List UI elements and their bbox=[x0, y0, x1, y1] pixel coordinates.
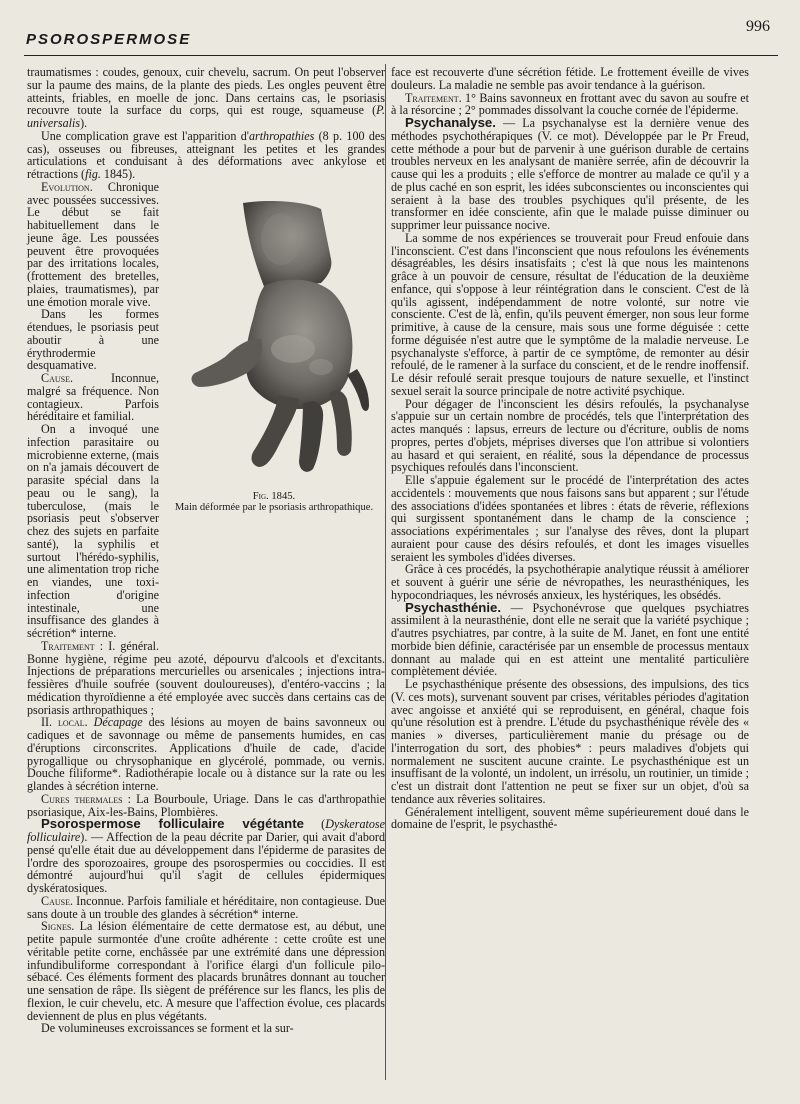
left-column bbox=[27, 66, 385, 1035]
paragraph: Généralement intelligent, souvent même supérieurement doué dans le domaine de l'esprit, le psychasthé- bbox=[391, 804, 749, 832]
paragraph: Grâce à ces procédés, la psychothérapie analytique réussit à améliorer et souvent à guérir une série de névropathes, les neurasthéniques, les hypocondriaques, les névrosés anxieux, les hystériques, les obsédés. bbox=[391, 562, 749, 602]
paragraph: Evolution. Chronique avec poussées successives. Le début se fait habituellement dans le jeune âge. Les poussées peuvent être provoquées par des irritations locales, (frottement des bretelles, plaies, traumatismes), par une émotion morale vive. bbox=[27, 179, 159, 309]
paragraph: Traitement. 1° Bains savonneux en frottant avec du savon au soufre et à la résorcine ; 2° pommades dissolvant la couche cornée de l'épiderme. bbox=[391, 90, 749, 118]
entry-headword: Psychanalyse. bbox=[405, 115, 496, 130]
paragraph: Pour dégager de l'inconscient les désirs refoulés, la psychanalyse s'appuie sur un certain nombre de procédés, tels que l'interprétation des actes manqués : lapsus, erreurs de lecture ou d'écriture, oublis de noms propres, pertes d'objets, méprises diverses que l'on attribue si volontiers au hasard et qui seraient, en réalité, sous la dépendance de processus psychiques refoulés dans l'inconscient. bbox=[391, 396, 749, 475]
right-column bbox=[391, 66, 749, 831]
paragraph: Dans les formes étendues, le psoriasis peut aboutir à une érythrodermie desquamative. bbox=[27, 307, 159, 373]
page-number: 996 bbox=[746, 18, 770, 35]
paragraph: Signes. La lésion élémentaire de cette dermatose est, au début, une petite papule surmontée d'une croûte adhérente : cette croûte est une véritable petite corne, enchâssée par une extrémité dans une dépression infundibuliforme correspondant à l'orifice élargi d'un follicule pilo-sébacé. Ces éléments forment des placards brunâtres donnant au toucher une sensation de râpe. Ils siègent de préférence sur les flancs, les plis de flexion, le cuir chevelu, etc. A mesure que l'affection évolue, ces placards deviennent de plus en plus végétants. bbox=[27, 919, 385, 1023]
figure-1845 bbox=[163, 199, 385, 639]
figure-label: Fig. 1845. bbox=[252, 490, 296, 502]
dictionary-entry: Psychanalyse. — La psychanalyse est la dernière venue des méthodes psychothérapiques (V. ce mot). Développée par le Pr Freud, cette méthode a pour but de parvenir à une guérison durable de certains troubles nerveux en les analysant de manière serrée, afin de découvrir la cause qui les a produits ; elle s'efforce de montrer au malade ce qu'il y a de plus caché en son esprit, les idées subconscientes ou inconscientes qui seraient à la base des troubles psychiques qu'il présente, de les transformer en idée consciente, afin que le malade puisse diminuer ou supprimer leur puissance nocive. bbox=[391, 115, 749, 232]
paragraph: II. local. Décapage des lésions au moyen de bains savonneux ou cadiques et de savonnage ou même de pansements humides, en cas d'éruptions circonscrites. Applications d'huile de cade, d'acide pyrogallique ou chrysophanique en glycérolé, pommade, ou vernis. Douche filiforme*. Radiothérapie locale ou à distance sur la rate ou les glandes à sécrétion interne. bbox=[27, 715, 385, 793]
column-divider bbox=[385, 64, 386, 1080]
dictionary-entry: Psorospermose folliculaire végétante (Dyskeratose folliculaire). — Affection de la peau décrite par Darier, qui avait d'abord pensé qu'elle était due au développement dans l'épiderme de parasites de l'ordre des sporozoaires, groupe des psorospermies ou coccidies. Il est démontré aujourd'hui qu'il s'agit de cellules épidermiques dyskératosiques. bbox=[27, 816, 385, 895]
entry-headword: Psorospermose folliculaire végétante bbox=[41, 816, 304, 832]
paragraph: De volumineuses excroissances se forment et la sur- bbox=[41, 1021, 294, 1036]
paragraph: On a invoqué une infection parasitaire ou microbienne externe, (mais on n'a jamais découvert de parasite spécial dans la peau ou le sang), la tuberculose, (mais le psoriasis peut s'observer chez des sujets en parfaite santé), la syphilis et surtout l'hérédo-syphilis, une alimentation trop riche en viandes, une toxi-infection d'origine intestinale, une insuffisance des glandes à sécrétion* interne. bbox=[27, 422, 159, 640]
paragraph: Cures thermales : La Bourboule, Uriage. Dans le cas d'arthropathie psoriasique, Aix-les-Bains, Plombières. bbox=[27, 791, 385, 819]
dictionary-entry: Psychasthénie. — Psychonévrose que quelques psychiatres assimilent à la neurasthénie, dont elle ne serait que la variété psychique ; d'autres psychiatres, par contre, à la suite de M. Janet, en font une entité morbide bien définie, caractérisée par un ensemble de processus mentaux donnant au malade qui en est atteint une mentalité particulière complètement déviée. bbox=[391, 599, 749, 679]
figure-caption bbox=[163, 491, 385, 514]
hand-photograph-icon bbox=[181, 199, 371, 483]
paragraph: Elle s'appuie également sur le procédé de l'interprétation des actes accidentels : mouvements que nous faisons sans but apparent ; sur l'étude des associations d'idées spontanées et libres : états de rêverie, réflexions qui surgissent spontanément dans le champ de la conscience ; associations expérimentales ; sur l'analyse des rêves, dont la plupart auraient pour cause des désirs refoulés, et dont les images visuelles seraient les symboles d'idées diverses. bbox=[391, 473, 749, 564]
paragraph: traumatismes : coudes, genoux, cuir chevelu, sacrum. On peut l'observer sur la paume des mains, de la plante des pieds. Les ongles peuvent être atteints, friables, en moelle de jonc. Dans certains cas, le psoriasis recouvre toute la surface du corps, qui est rouge, squameuse (P. universalis). bbox=[27, 65, 385, 130]
paragraph: Le psychasthénique présente des obsessions, des impulsions, des tics (V. ces mots), survenant souvent par crises, véritables périodes d'agitation avec angoisse et anxiété qui se reproduisent, en général, chaque fois qu'une résolution est à prendre. L'étude du psychasthénique révèle des « manies » diverses, particulièrement manie du présage ou de l'interrogation du sort, des phobies* : peurs maladives d'objets qui normalement ne suscitent aucune crainte. Le psychasthénique est un insuffisant de la volonté, un indolent, un irrésolu, un routinier, un timide ; c'est un distrait dont l'attention ne peut se fixer sur un objet, d'où sa tendance aux rêveries solitaires. bbox=[391, 677, 749, 806]
paragraph: La somme de nos expériences se trouverait pour Freud enfouie dans l'inconscient. C'est dans l'inconscient que nous refoulons les événements désagréables, les désirs insatisfaits ; c'est là que nous les maintenons grâce à un pouvoir de censure, résultat de l'éducation de la deuxième enfance, qui s'oppose à leur réintégration dans le conscient. C'est de là qu'ils agissent, indépendamment de notre volonté, sur notre vie consciente. C'est de là, enfin, qu'ils peuvent émerger, non sous leur forme primitive, à cause de la censure, mais sous une forme déguisée : cette forme déguisée n'est autre que le symptôme de la maladie nerveuse. Le psychanalyste s'efforce, à partir de ce symptôme, de remonter au désir refoulé, de le ramener à la surface du conscient, et de le rendre inoffensif. Le désir refoulé serait presque toujours de nature sexuelle, et l'instinct sexuel serait la source principale de notre activité psychique. bbox=[391, 230, 749, 398]
figure-caption-text: Main déformée par le psoriasis arthropathique. bbox=[174, 502, 374, 514]
paragraph: Traitement : I. général. Bonne hygiène, régime peu azoté, dépourvu d'alcools et d'excitants. Injections de préparations mercurielles ou arsenicales ; injections intra-fessières d'huile soufrée (souvent douloureuses), d'entéro-vaccins ; la médication thyroïdienne a été employée avec succès dans certains cas de psoriasis arthropathiques ; bbox=[27, 638, 385, 717]
paragraph: Une complication grave est l'apparition d'arthropathies (8 p. 100 des cas), osseuses ou fibreuses, atteignant les petites et les grandes articulations et conduisant à des déformations avec ankylose et rétractions (fig. 1845). bbox=[27, 128, 385, 181]
header-rule bbox=[24, 55, 778, 56]
paragraph: face est recouverte d'une sécrétion fétide. Le frottement éveille de vives douleurs. La maladie ne semble pas avoir tendance à la guérison. bbox=[391, 65, 749, 92]
paragraph: Cause. Inconnue, malgré sa fréquence. Non contagieux. Parfois héréditaire et familial. bbox=[27, 371, 159, 424]
running-head: PSOROSPERMOSE bbox=[26, 31, 192, 48]
entry-headword: Psychasthénie. bbox=[405, 599, 502, 615]
paragraph: Cause. Inconnue. Parfois familiale et héréditaire, non contagieuse. Due sans doute à un trouble des glandes à sécrétion* interne. bbox=[27, 893, 385, 921]
